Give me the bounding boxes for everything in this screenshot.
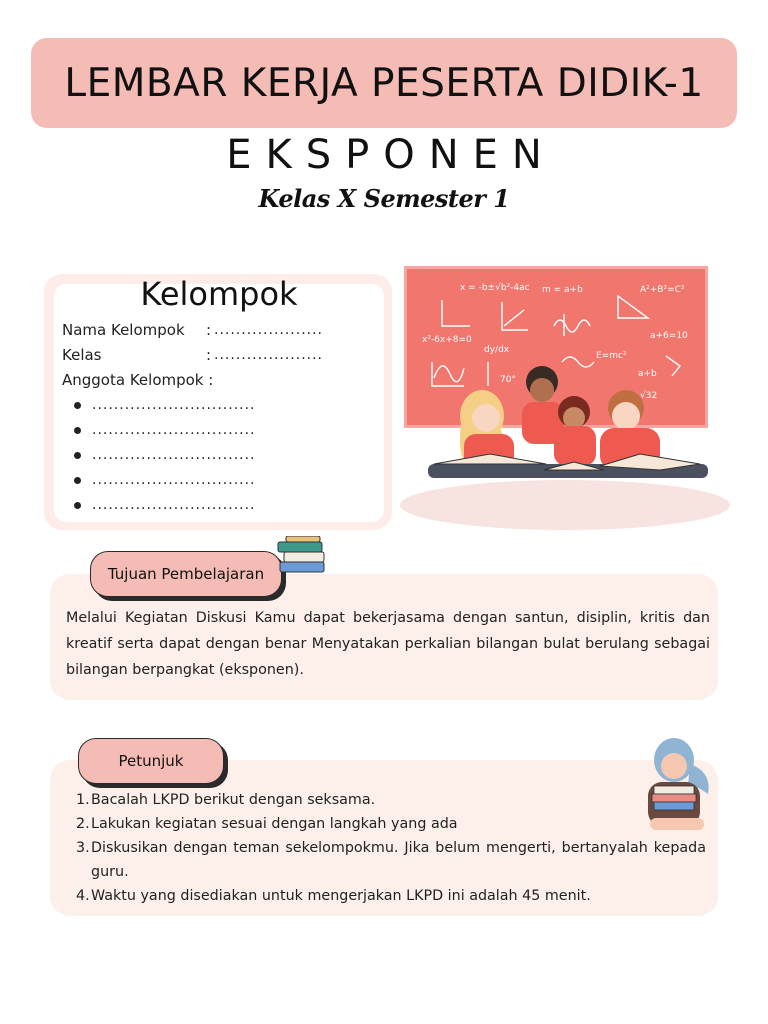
member-field-1[interactable]: .............................. [92,397,256,413]
group-name-colon: : [206,321,212,339]
instruction-step: 1. Bacalah LKPD berikut dengan seksama. [76,792,376,808]
board-formula: E=mc² [596,351,627,361]
board-formula: a+6=10 [650,331,688,341]
member-field-4[interactable]: .............................. [92,472,256,488]
subject-title: EKSPONEN [226,132,556,178]
instructions-list [76,788,706,908]
title-banner [31,38,737,128]
instructions-label: Petunjuk [78,738,224,784]
group-card-title: Kelompok [140,275,298,313]
board-formula: dy/dx [484,345,510,355]
learning-objective-label: Tujuan Pembelajaran [90,551,282,597]
class-colon: : [206,346,212,364]
instruction-step: 3. Diskusikan dengan teman sekelompokmu. Jika belum mengerti, bertanyalah kepada guru. [76,840,706,880]
instruction-step: 4. Waktu yang disediakan untuk mengerjakan LKPD ini adalah 45 menit. [76,888,591,904]
member-field-3[interactable]: .............................. [92,447,256,463]
class-label: Kelas [62,346,102,364]
board-formula: x²-6x+8=0 [422,335,472,345]
member-bullet [74,477,81,484]
instruction-step: 2. Lakukan kegiatan sesuai dengan langkah yang ada [76,816,458,832]
board-formula: m = a+b [542,285,583,295]
students-illustration [404,266,714,486]
member-bullet [74,502,81,509]
page-title: LEMBAR KERJA PESERTA DIDIK-1 [64,60,704,106]
members-label: Anggota Kelompok : [62,371,214,389]
member-field-2[interactable]: .............................. [92,422,256,438]
member-bullet [74,402,81,409]
board-formula: 70° [500,375,516,385]
class-field[interactable]: .................... [214,347,324,363]
group-name-label: Nama Kelompok [62,321,185,339]
board-formula: x = -b±√b²-4ac [460,283,530,293]
member-bullet [74,427,81,434]
board-formula: √32 [640,391,658,401]
board-formula: a+b [638,369,657,379]
member-field-5[interactable]: .............................. [92,497,256,513]
illustration-shadow [400,480,730,530]
class-semester-label: Kelas X Semester 1 [258,184,510,213]
books-icon [276,536,328,576]
board-formula: A²+B²=C² [640,285,685,295]
learning-objective-text: Melalui Kegiatan Diskusi Kamu dapat bekerjasama dengan santun, disiplin, kritis dan kreatif serta dapat dengan benar Menyatakan perkalian bilangan bulat berulang sebagai bilangan berpangkat (eksponen). [66,610,710,678]
group-name-field[interactable]: .................... [214,322,324,338]
member-bullet [74,452,81,459]
